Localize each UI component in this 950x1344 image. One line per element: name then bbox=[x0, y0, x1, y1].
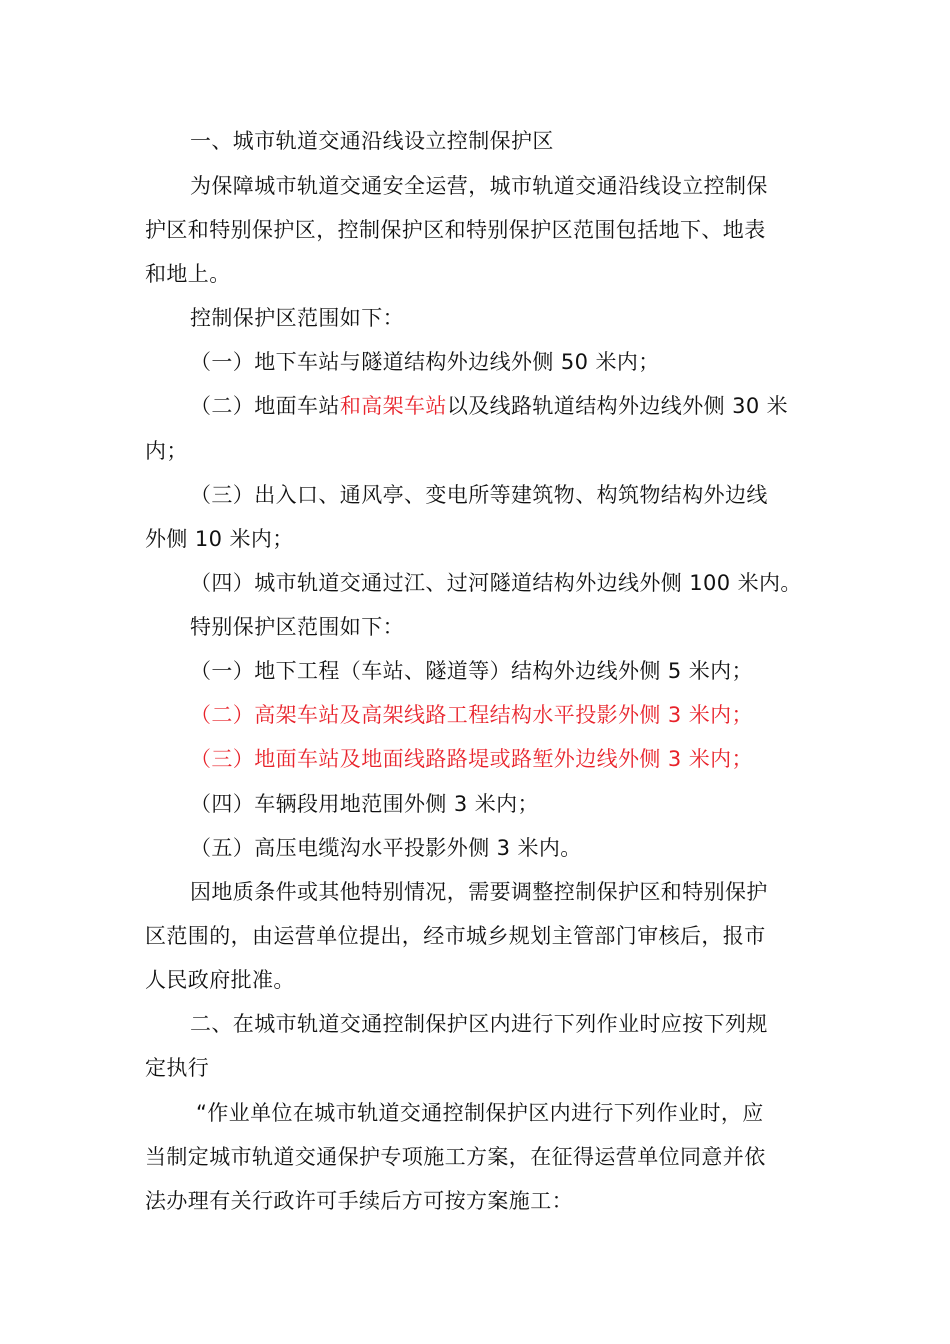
subheading-special-zone: 特别保护区范围如下： bbox=[190, 615, 404, 639]
list-item-text: 以及线路轨道结构外边线外侧 30 米 bbox=[446, 394, 789, 418]
paragraph-line: 为保障城市轨道交通安全运营，城市轨道交通沿线设立控制保 bbox=[190, 174, 768, 198]
paragraph-line: 人民政府批准。 bbox=[145, 968, 295, 992]
quote-line: 当制定城市轨道交通保护专项施工方案，在征得运营单位同意并依 bbox=[145, 1145, 766, 1169]
list-item-highlighted: （三）地面车站及地面线路路堤或路堑外边线外侧 3 米内； bbox=[190, 747, 753, 771]
section-heading-2-continuation: 定执行 bbox=[145, 1056, 210, 1080]
list-item-text: （二）地面车站 bbox=[190, 394, 340, 418]
list-item: （四）车辆段用地范围外侧 3 米内； bbox=[190, 792, 539, 816]
list-item-continuation: 外侧 10 米内； bbox=[145, 527, 294, 551]
list-item: （三）出入口、通风亭、变电所等建筑物、构筑物结构外边线 bbox=[190, 483, 768, 507]
list-item bbox=[190, 391, 788, 421]
section-heading-2: 二、在城市轨道交通控制保护区内进行下列作业时应按下列规 bbox=[190, 1012, 768, 1036]
quote-line: “作业单位在城市轨道交通控制保护区内进行下列作业时，应 bbox=[196, 1101, 764, 1125]
paragraph-line: 护区和特别保护区，控制保护区和特别保护区范围包括地下、地表 bbox=[145, 218, 766, 242]
subheading-control-zone: 控制保护区范围如下： bbox=[190, 306, 404, 330]
paragraph-line: 区范围的，由运营单位提出，经市城乡规划主管部门审核后，报市 bbox=[145, 924, 766, 948]
list-item: （一）地下车站与隧道结构外边线外侧 50 米内； bbox=[190, 350, 660, 374]
list-item: （一）地下工程（车站、隧道等）结构外边线外侧 5 米内； bbox=[190, 659, 753, 683]
list-item-highlighted: （二）高架车站及高架线路工程结构水平投影外侧 3 米内； bbox=[190, 703, 753, 727]
list-item: （四）城市轨道交通过江、过河隧道结构外边线外侧 100 米内。 bbox=[190, 571, 802, 595]
paragraph-line: 和地上。 bbox=[145, 262, 231, 286]
list-item: （五）高压电缆沟水平投影外侧 3 米内。 bbox=[190, 836, 582, 860]
section-heading-1: 一、城市轨道交通沿线设立控制保护区 bbox=[190, 129, 554, 153]
list-item-continuation: 内； bbox=[145, 439, 188, 463]
quote-line: 法办理有关行政许可手续后方可按方案施工： bbox=[145, 1189, 573, 1213]
highlighted-text: 和高架车站 bbox=[339, 394, 447, 418]
paragraph-line: 因地质条件或其他特别情况，需要调整控制保护区和特别保护 bbox=[190, 880, 768, 904]
